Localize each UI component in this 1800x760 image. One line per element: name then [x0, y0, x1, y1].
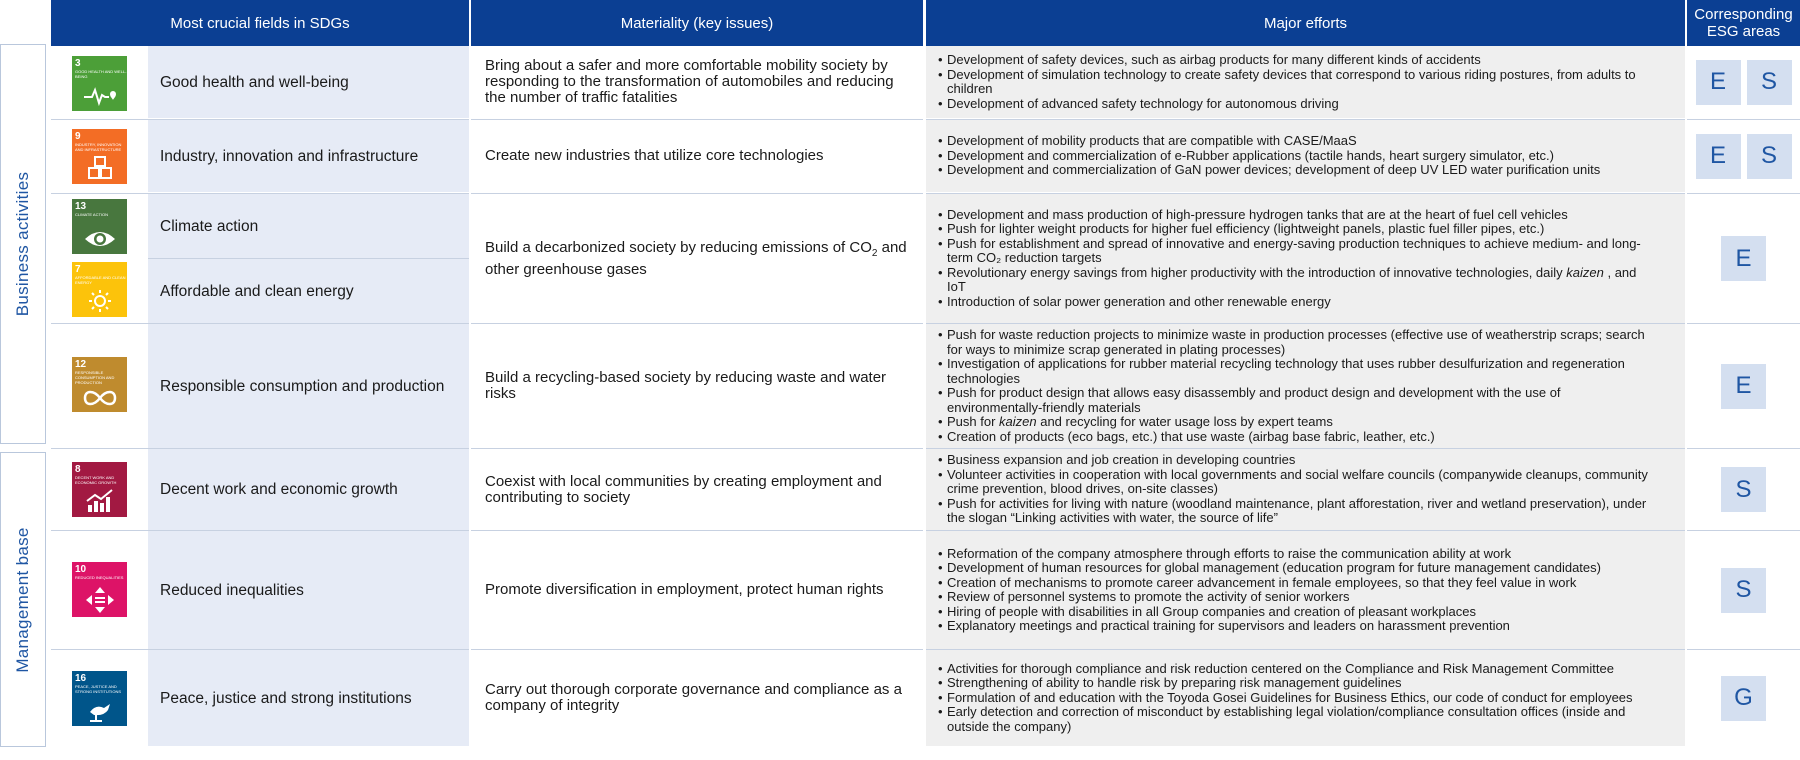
- sdg12-title: RESPONSIBLE CONSUMPTION AND PRODUCTION: [75, 370, 115, 385]
- sdg16-title: PEACE, JUSTICE AND STRONG INSTITUTIONS: [75, 684, 121, 694]
- sdg13-number: 13: [75, 201, 87, 212]
- efforts-row4-list: [938, 328, 1655, 444]
- sdg9-icon: [72, 129, 127, 184]
- column-separator: [469, 46, 471, 746]
- esg-row3: [1687, 194, 1800, 323]
- efforts-row2: [926, 120, 1685, 192]
- sdg16-icon: [72, 671, 127, 726]
- sdg8-number: 8: [75, 464, 81, 475]
- efforts-row1: [926, 46, 1685, 118]
- sdg10-number: 10: [75, 564, 87, 575]
- sdg7-number: 7: [75, 264, 81, 275]
- business-activities-label: [0, 44, 46, 444]
- materiality-row7: Carry out thorough corporate governance and compliance as a company of integrity: [471, 650, 923, 746]
- esg-badge-s: S: [1721, 467, 1766, 512]
- efforts-row5: [926, 449, 1685, 530]
- sdg12-number: 12: [75, 359, 87, 370]
- effort-item: [938, 415, 1655, 430]
- effort-item: • Early detection and correction of misconduct by establishing legal violation/compliance consultation offices (inside and outside the company): [938, 705, 1655, 734]
- column-separator: [1685, 46, 1687, 746]
- effort-text: Revolutionary energy savings from higher productivity with the introduction of innovative technologies, daily: [947, 264, 1567, 280]
- effort-item: • Development of simulation technology to create safety devices that correspond to various riding postures, from adults to children: [938, 68, 1655, 97]
- effort-item: • Development of safety devices, such as airbag products for many different kinds of accidents: [938, 53, 1655, 68]
- esg-badge-e: E: [1721, 364, 1766, 409]
- materiality-row3-sub: 2: [871, 247, 878, 259]
- management-base-text: Management base: [13, 526, 32, 673]
- sdg3-title: GOOD HEALTH AND WELL-BEING: [75, 69, 127, 79]
- effort-item: • Explanatory meetings and practical training for supervisors and leaders on harassment prevention: [938, 619, 1655, 634]
- header-esg: [1687, 0, 1800, 46]
- efforts-row2-list: [938, 134, 1655, 178]
- sdg9-number: 9: [75, 131, 81, 142]
- esg-row1: [1687, 46, 1800, 118]
- sdg10-icon: [72, 562, 127, 617]
- sdg12-icon: [72, 357, 127, 412]
- esg-badge-s: S: [1721, 568, 1766, 613]
- effort-item: • Reformation of the company atmosphere through efforts to raise the communication ability at work: [938, 547, 1655, 562]
- efforts-row7-list: [938, 662, 1655, 735]
- efforts-row5-list: [938, 453, 1655, 526]
- effort-item: • Investigation of applications for rubber material recycling technology that uses rubber desulfurization and regeneration technologies: [938, 357, 1655, 386]
- esg-row5: [1687, 449, 1800, 530]
- esg-badge-s: S: [1747, 60, 1792, 105]
- field-peace-justice: Peace, justice and strong institutions: [148, 650, 469, 746]
- business-activities-text: Business activities: [13, 171, 32, 317]
- effort-item: • Push for waste reduction projects to minimize waste in production processes (effective use of weatherstrip scraps; search for ways to minimize scrap generated in plating processes): [938, 328, 1655, 357]
- sdg3-number: 3: [75, 58, 81, 69]
- efforts-row6-list: [938, 547, 1655, 634]
- effort-item: • Development and mass production of high-pressure hydrogen tanks that are at the heart of fuel cell vehicles: [938, 208, 1655, 223]
- materiality-row3: [471, 194, 923, 323]
- materiality-row5: Coexist with local communities by creating employment and contributing to society: [471, 449, 923, 530]
- effort-text: , and IoT: [947, 264, 1637, 295]
- header-materiality: Materiality (key issues): [471, 0, 923, 46]
- materiality-row1: Bring about a safer and more comfortable mobility society by responding to the transformation of automobiles and reducing the number of traffic fatalities: [471, 46, 923, 118]
- header-efforts: Major efforts: [926, 0, 1685, 46]
- esg-badge-s: S: [1747, 134, 1792, 179]
- materiality-row3-part1: Build a decarbonized society by reducing emissions of CO: [485, 238, 872, 256]
- effort-item: • Development of mobility products that are compatible with CASE/MaaS: [938, 134, 1655, 149]
- sdg13-icon: [72, 199, 127, 254]
- effort-kaizen: kaizen: [999, 414, 1037, 429]
- sdg7-title: AFFORDABLE AND CLEAN ENERGY: [75, 275, 126, 285]
- header-esg-line1: Corresponding: [1694, 6, 1793, 23]
- header-fields: Most crucial fields in SDGs: [51, 0, 469, 46]
- field-energy: Affordable and clean energy: [148, 259, 469, 323]
- effort-text: and recycling for water usage loss by expert teams: [1036, 414, 1333, 429]
- field-industry: Industry, innovation and infrastructure: [148, 120, 469, 192]
- effort-item: • Development and commercialization of e-Rubber applications (tactile hands, heart surgery simulator, etc.): [938, 149, 1655, 164]
- effort-item: • Formulation of and education with the Toyoda Gosei Guidelines for Business Ethics, our code of conduct for employees: [938, 691, 1655, 706]
- field-consumption: Responsible consumption and production: [148, 324, 469, 448]
- field-climate: Climate action: [148, 194, 469, 258]
- field-decent-work: Decent work and economic growth: [148, 449, 469, 530]
- materiality-row2: Create new industries that utilize core technologies: [471, 120, 923, 192]
- effort-item: • Development and commercialization of GaN power devices; development of deep UV LED water purification units: [938, 163, 1655, 178]
- sdg8-icon: [72, 462, 127, 517]
- efforts-row4: [926, 324, 1685, 448]
- effort-item: • Introduction of solar power generation and other renewable energy: [938, 295, 1655, 310]
- sdg16-number: 16: [75, 673, 87, 684]
- effort-item: • Strengthening of ability to handle risk by preparing risk management guidelines: [938, 676, 1655, 691]
- effort-item: • Volunteer activities in cooperation with local governments and social welfare councils (companywide cleanups, community crime prevention, blood drives, on-site classes): [938, 468, 1655, 497]
- efforts-row6: [926, 531, 1685, 649]
- materiality-row4: Build a recycling-based society by reducing waste and water risks: [471, 324, 923, 448]
- esg-row4: [1687, 324, 1800, 448]
- efforts-row3: [926, 194, 1685, 323]
- esg-row7: [1687, 650, 1800, 746]
- sdg8-title: DECENT WORK AND ECONOMIC GROWTH: [75, 475, 117, 485]
- efforts-row7: [926, 650, 1685, 746]
- sdg3-icon: [72, 56, 127, 111]
- effort-item: • Creation of products (eco bags, etc.) that use waste (airbag base fabric, leather, etc.): [938, 430, 1655, 445]
- efforts-row1-list: [938, 53, 1655, 111]
- esg-badge-g: G: [1721, 676, 1766, 721]
- effort-item: [938, 266, 1655, 295]
- field-inequalities: Reduced inequalities: [148, 531, 469, 649]
- materiality-row3-text: [485, 240, 917, 278]
- effort-item: • Hiring of people with disabilities in all Group companies and creation of pleasant workplaces: [938, 605, 1655, 620]
- esg-badge-e: E: [1721, 236, 1766, 281]
- field-good-health: Good health and well-being: [148, 46, 469, 118]
- materiality-row6: Promote diversification in employment, protect human rights: [471, 531, 923, 649]
- effort-item: • Activities for thorough compliance and risk reduction centered on the Compliance and Risk Management Committee: [938, 662, 1655, 677]
- esg-badge-e: E: [1696, 134, 1741, 179]
- effort-item: • Push for activities for living with nature (woodland maintenance, plant afforestation, river and wetland preservation), under the slogan “Linking activities with water, the source of life”: [938, 497, 1655, 526]
- effort-item: • Push for lighter weight products for higher fuel efficiency (lightweight panels, plastic fuel filler pipes, etc.): [938, 222, 1655, 237]
- esg-row6: [1687, 531, 1800, 649]
- column-separator: [923, 46, 926, 746]
- header-esg-line2: ESG areas: [1706, 23, 1781, 40]
- sdg9-title: INDUSTRY, INNOVATION AND INFRASTRUCTURE: [75, 142, 122, 152]
- esg-row2: [1687, 120, 1800, 192]
- sdg10-title: REDUCED INEQUALITIES: [75, 575, 124, 580]
- efforts-row3-list: [938, 208, 1655, 310]
- esg-badge-e: E: [1696, 60, 1741, 105]
- sdg7-icon: [72, 262, 127, 317]
- sdg13-title: CLIMATE ACTION: [75, 212, 109, 217]
- management-base-label: [0, 452, 46, 747]
- materiality-row3-part2: and other greenhouse gases: [485, 238, 907, 278]
- effort-item: • Push for establishment and spread of innovative and energy-saving production techniques to achieve medium- and long-term CO₂ reduction targets: [938, 237, 1655, 266]
- effort-text: Push for: [947, 414, 1000, 429]
- effort-item: • Review of personnel systems to promote the activity of senior workers: [938, 590, 1655, 605]
- effort-kaizen: kaizen: [1566, 264, 1604, 280]
- effort-item: • Push for product design that allows easy disassembly and product design and development with the use of environmentally-friendly materials: [938, 386, 1655, 415]
- effort-item: • Development of human resources for global management (education program for future management candidates): [938, 561, 1655, 576]
- effort-item: • Business expansion and job creation in developing countries: [938, 453, 1655, 468]
- effort-item: • Creation of mechanisms to promote career advancement in female employees, so that they feel value in work: [938, 576, 1655, 591]
- effort-item: • Development of advanced safety technology for autonomous driving: [938, 97, 1655, 112]
